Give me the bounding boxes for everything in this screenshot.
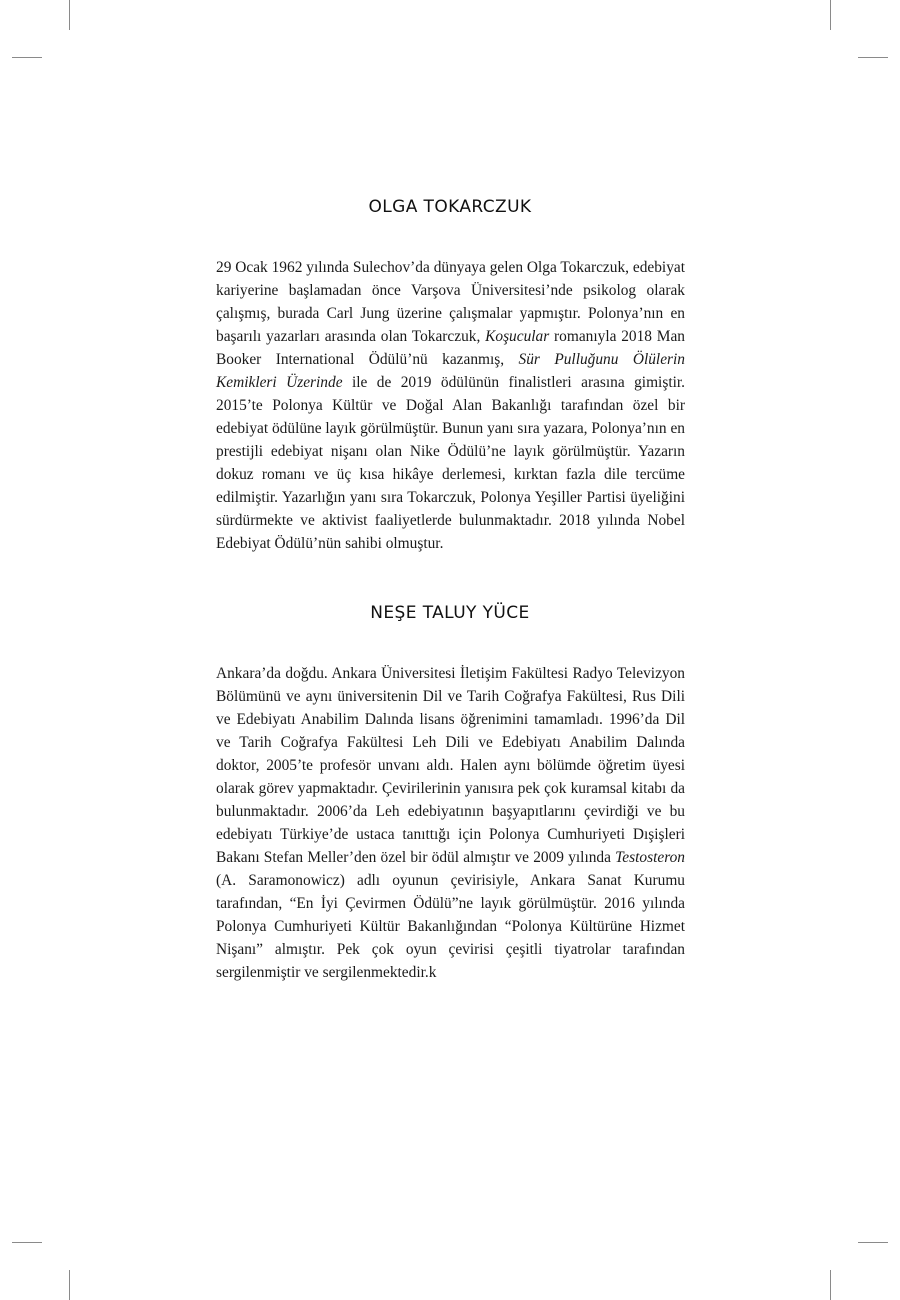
translator-heading: NEŞE TALUY YÜCE — [370, 603, 530, 623]
crop-mark-bottom-right-vertical — [830, 1270, 831, 1300]
translator-bio — [216, 662, 685, 984]
author-heading: OLGA TOKARCZUK — [368, 197, 532, 217]
author-bio-book-title: Koşucular — [485, 328, 550, 345]
crop-mark-bottom-left-horizontal — [12, 1242, 42, 1243]
translator-bio-play-title: Testosteron — [615, 849, 685, 866]
author-bio-text: romanıyla 2018 Man Booker International Ödülü’nü kazanmış, — [216, 328, 685, 368]
author-bio — [216, 256, 685, 555]
crop-mark-bottom-left-vertical — [69, 1270, 70, 1300]
crop-mark-top-right-vertical — [830, 0, 831, 30]
translator-bio-text: Ankara’da doğdu. Ankara Üniversitesi İletişim Fakültesi Radyo Televizyon Bölümünü ve aynı üniversitenin Dil ve Tarih Coğrafya Fakültesi, Rus Dili ve Edebiyatı Anabilim Dalında lisans öğrenimini tamamladı. 1996’da Dil ve Tarih Coğrafya Fakültesi Leh Dili ve Edebiyatı Anabilim Dalında doktor, 2005’te profesör unvanı aldı. Halen aynı bölümde öğretim üyesi olarak görev yapmaktadır. Çevirilerinin yanısıra pek çok kuramsal kitabı da bulunmaktadır. 2006’da Leh edebiyatının başyapıtlarını çevirdiği ve bu edebiyatı Türkiye’de ustaca tanıttığı için Polonya Cumhuriyeti Dışişleri Bakanı Stefan Meller’den özel bir ödül almıştır ve 2009 yılında — [216, 665, 685, 866]
translator-bio-text: (A. Saramonowicz) adlı oyunun çevirisiyle, Ankara Sanat Kurumu tarafından, “En İyi Çevirmen Ödülü”ne layık görülmüştür. 2016 yılında Polonya Cumhuriyeti Kültür Bakanlığından “Polonya Kültürüne Hizmet Nişanı” almıştır. Pek çok oyun çevirisi çeşitli tiyatrolar tarafından sergilenmiştir ve sergilenmektedir.k — [216, 872, 685, 981]
crop-mark-bottom-right-horizontal — [858, 1242, 888, 1243]
author-bio-text: ile de 2019 ödülünün finalistleri arasına gimiştir. 2015’te Polonya Kültür ve Doğal Alan Bakanlığı tarafından özel bir edebiyat ödülüne layık görülmüştür. Bunun yanı sıra yazara, Polonya’nın en prestijli edebiyat nişanı olan Nike Ödülü’ne layık görülmüştür. Yazarın dokuz romanı ve üç kısa hikâye derlemesi, kırktan fazla dile tercüme edilmiştir. Yazarlığın yanı sıra Tokarczuk, Polonya Yeşiller Partisi üyeliğini sürdürmekte ve aktivist faaliyetlerde bulunmaktadır. 2018 yılında Nobel Edebiyat Ödülü’nün sahibi olmuştur. — [216, 374, 685, 552]
crop-mark-top-left-vertical — [69, 0, 70, 30]
crop-mark-top-right-horizontal — [858, 57, 888, 58]
crop-mark-top-left-horizontal — [12, 57, 42, 58]
author-bio-book-title: Sür Pulluğunu Ölülerin Kemikleri Üzerinde — [216, 351, 686, 391]
author-bio-text: 29 Ocak 1962 yılında Sulechov’da dünyaya gelen Olga Tokarczuk, edebiyat kariyerine başlamadan önce Varşova Üniversitesi’nde psikolog olarak çalışmış, burada Carl Jung üzerine çalışmalar yapmıştır. Polonya’nın en başarılı yazarları arasında olan Tokarczuk, — [216, 259, 685, 345]
